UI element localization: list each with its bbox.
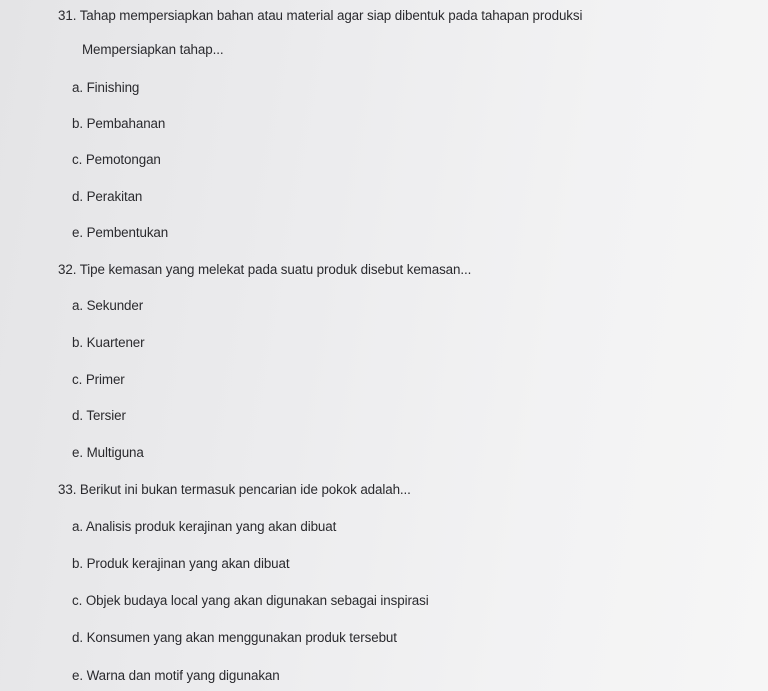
question-text: 33. Berikut ini bukan termasuk pencarian ide pokok adalah... [58, 482, 411, 497]
option-c: c. Primer [72, 372, 125, 387]
option-d: d. Konsumen yang akan menggunakan produk tersebut [72, 630, 397, 645]
option-d: d. Tersier [72, 408, 126, 423]
option-c: c. Pemotongan [72, 152, 161, 167]
option-d: d. Perakitan [72, 189, 143, 204]
option-b: b. Produk kerajinan yang akan dibuat [72, 556, 290, 571]
option-a: a. Sekunder [72, 298, 144, 313]
option-e: e. Warna dan motif yang digunakan [72, 668, 280, 683]
option-e: e. Pembentukan [72, 225, 169, 240]
option-a: a. Analisis produk kerajinan yang akan dibuat [72, 519, 337, 534]
question-text: 31. Tahap mempersiapkan bahan atau material agar siap dibentuk pada tahapan produksi [58, 8, 583, 23]
option-c: c. Objek budaya local yang akan digunakan sebagai inspirasi [72, 593, 429, 608]
option-a: a. Finishing [72, 80, 140, 95]
option-b: b. Kuartener [72, 335, 145, 350]
option-e: e. Multiguna [72, 445, 144, 460]
question-text: 32. Tipe kemasan yang melekat pada suatu produk disebut kemasan... [58, 262, 472, 277]
option-b: b. Pembahanan [72, 116, 166, 131]
question-subtext: Mempersiapkan tahap... [82, 42, 224, 57]
